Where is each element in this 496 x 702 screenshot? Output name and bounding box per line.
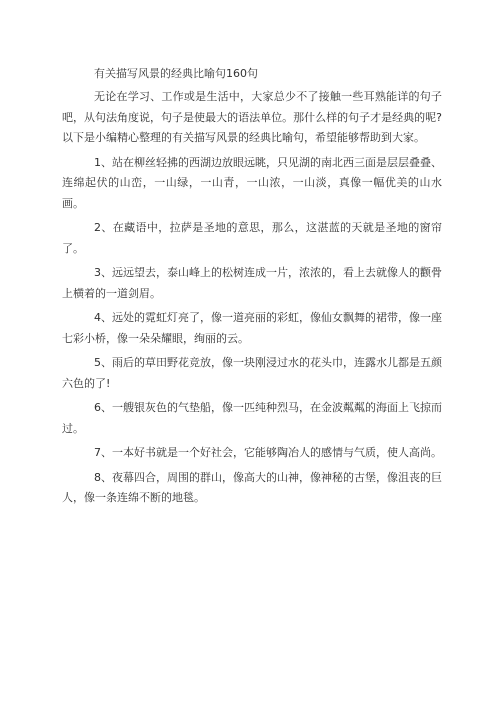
list-item: 5、雨后的草田野花竞放，像一块刚浸过水的花头巾，连露水儿都是五颜六色的了! — [62, 356, 442, 390]
list-item: 3、远远望去，泰山峰上的松树连成一片，浓浓的，看上去就像人的颧骨上横着的一道剑眉。 — [62, 266, 442, 300]
list-item: 2、在藏语中，拉萨是圣地的意思，那么，这湛蓝的天就是圣地的窗帘了。 — [62, 221, 442, 255]
list-item: 4、远处的霓虹灯亮了，像一道亮丽的彩虹，像仙女飘舞的裙带，像一座七彩小桥，像一朵朵耀眼，绚丽的云。 — [62, 311, 442, 345]
intro-paragraph: 无论在学习、工作或是生活中，大家总少不了接触一些耳熟能详的句子吧，从句法角度说，句子是使最大的语法单位。那什么样的句子才是经典的呢?以下是小编精心整理的有关描写风景的经典比喻句，希望能够帮助到大家。 — [62, 90, 442, 144]
list-item: 8、夜幕四合，周围的群山，像高大的山神，像神秘的古堡，像沮丧的巨人，像一条连绵不断的地毯。 — [62, 470, 442, 504]
document-title: 有关描写风景的经典比喻句160句 — [94, 67, 258, 80]
list-item: 7、一本好书就是一个好社会，它能够陶冶人的感情与气质，使人高尚。 — [94, 446, 442, 459]
list-item: 6、一艘银灰色的气垫船，像一匹纯种烈马，在金波粼粼的海面上飞掠而过。 — [62, 401, 442, 435]
document-body — [62, 64, 442, 513]
list-item: 1、站在柳丝轻拂的西湖边放眼远眺，只见湖的南北西三面是层层叠叠、连绵起伏的山峦，一山绿，一山青，一山浓，一山淡，真像一幅优美的山水画。 — [62, 155, 442, 210]
